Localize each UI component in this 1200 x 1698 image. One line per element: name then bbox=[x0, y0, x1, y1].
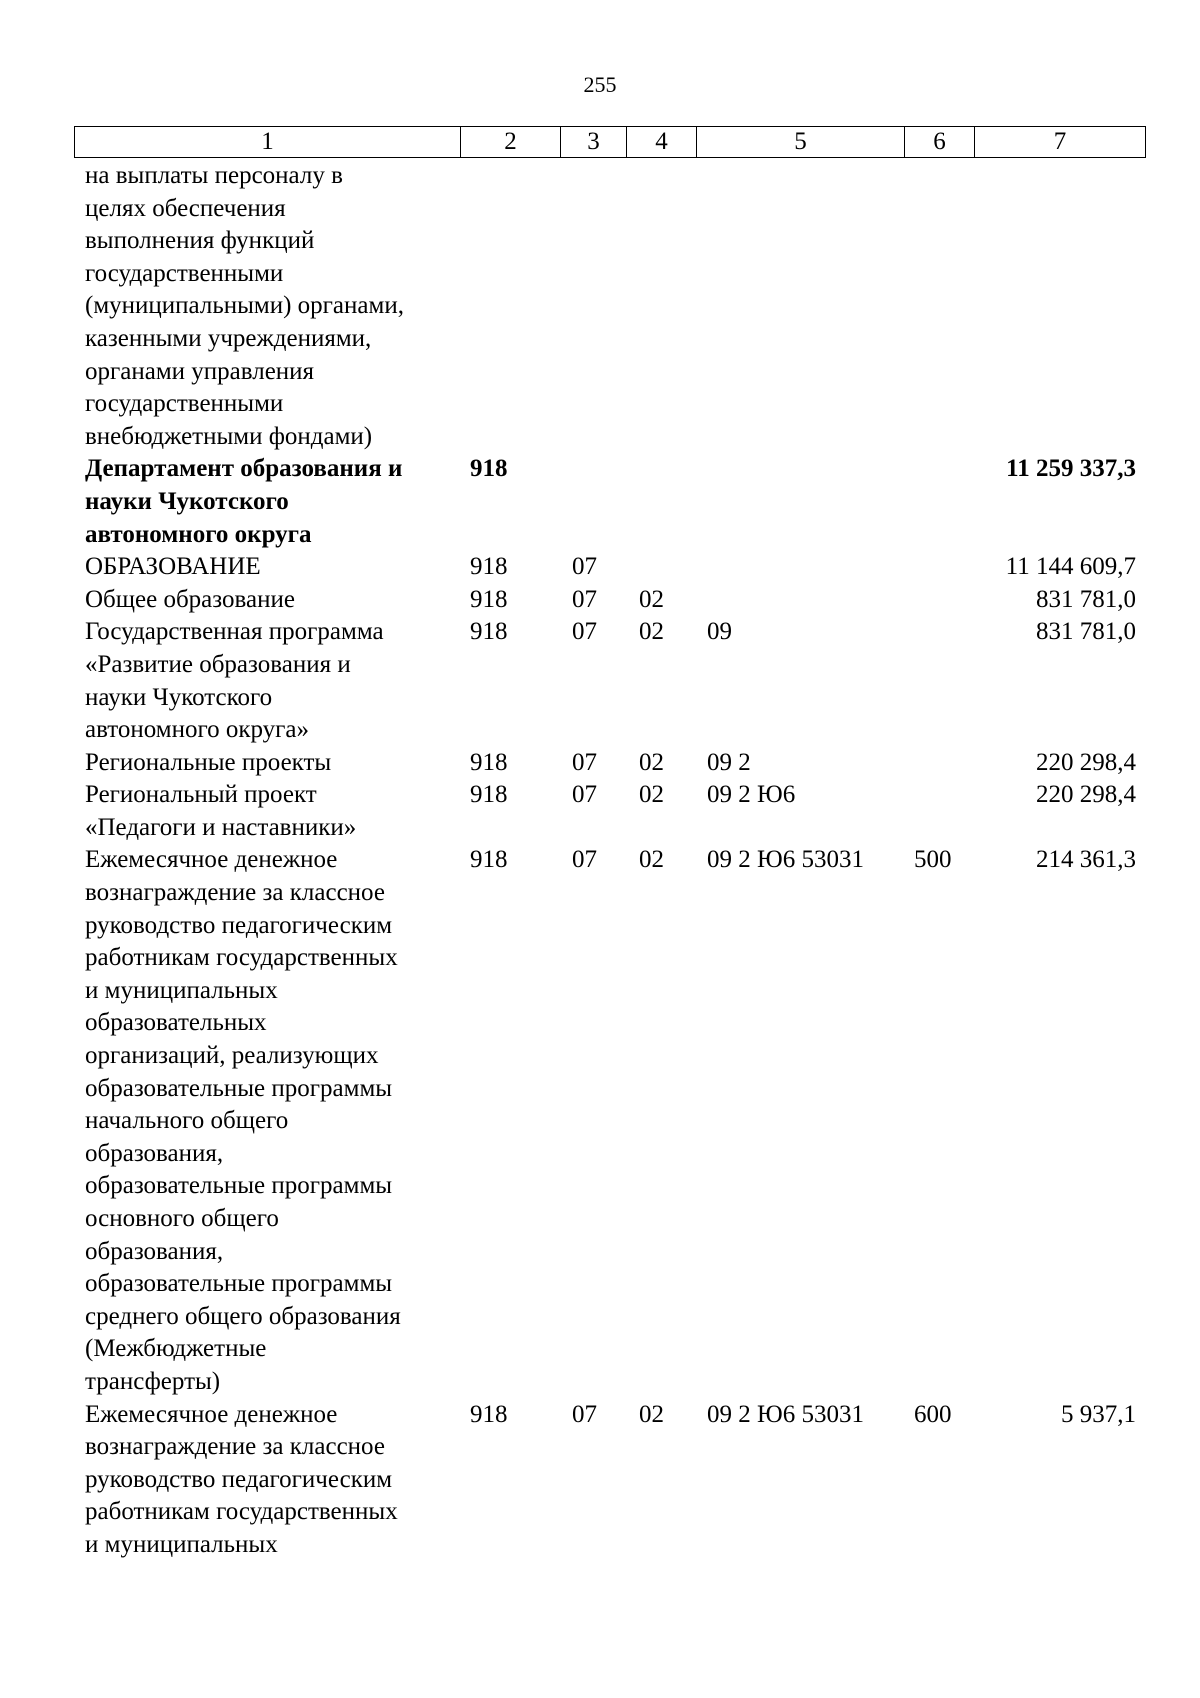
row-col-2: 918 bbox=[470, 846, 508, 874]
row-amount: 220 298,4 bbox=[1036, 748, 1136, 776]
row-col-6 bbox=[904, 779, 974, 844]
row-name: ОБРАЗОВАНИЕ bbox=[85, 553, 261, 581]
row-name: Общее образование bbox=[85, 585, 295, 613]
row-col-5 bbox=[696, 453, 904, 551]
table-row bbox=[74, 551, 1146, 584]
table-header-row bbox=[74, 126, 1146, 158]
row-col-5: 09 2 Ю6 53031 bbox=[707, 846, 864, 874]
table-row bbox=[74, 584, 1146, 617]
row-name: на выплаты персоналу в целях обеспечения выполнения функций государственными (муниципальными) органами, казенными учреждениями, органами управления государственными внебюджетными фондами) bbox=[85, 162, 404, 450]
table-row bbox=[74, 747, 1146, 780]
row-col-6: 500 bbox=[914, 846, 952, 874]
row-col-6 bbox=[904, 747, 974, 780]
header-col-2: 2 bbox=[461, 127, 561, 157]
row-col-2: 918 bbox=[470, 553, 508, 581]
row-col-5: 09 2 Ю6 53031 bbox=[707, 1400, 864, 1428]
row-col-4 bbox=[626, 551, 696, 584]
row-name: Ежемесячное денежное вознаграждение за классное руководство педагогическим работникам государственных и муниципальных образовательных организаций, реализующих образовательные программы начального общего образования, образовательные программы основного общего образования, образовательные программы среднего общего образования (Межбюджетные трансферты) bbox=[85, 846, 401, 1395]
row-col-5: 09 bbox=[707, 618, 732, 646]
row-col-5 bbox=[696, 160, 904, 453]
row-amount: 220 298,4 bbox=[1036, 781, 1136, 809]
row-name: Государственная программа «Развитие образования и науки Чукотского автономного округа» bbox=[85, 618, 384, 744]
row-col-6 bbox=[904, 616, 974, 746]
row-amount: 5 937,1 bbox=[1061, 1400, 1136, 1428]
row-col-3: 07 bbox=[572, 553, 597, 581]
row-col-5 bbox=[696, 551, 904, 584]
row-col-6: 600 bbox=[914, 1400, 952, 1428]
row-name: Региональные проекты bbox=[85, 748, 332, 776]
header-col-7: 7 bbox=[1053, 128, 1067, 155]
row-col-3: 07 bbox=[572, 1400, 597, 1428]
row-col-6 bbox=[904, 584, 974, 617]
row-col-3 bbox=[560, 160, 626, 453]
row-col-4: 02 bbox=[639, 781, 664, 809]
row-col-4: 02 bbox=[639, 1400, 664, 1428]
row-col-3: 07 bbox=[572, 585, 597, 613]
row-amount bbox=[974, 160, 1146, 453]
row-col-6 bbox=[904, 453, 974, 551]
row-col-5 bbox=[696, 584, 904, 617]
header-col-4: 4 bbox=[627, 127, 697, 157]
row-col-3: 07 bbox=[572, 846, 597, 874]
table-row bbox=[74, 779, 1146, 844]
row-col-4: 02 bbox=[639, 585, 664, 613]
row-name: Ежемесячное денежное вознаграждение за классное руководство педагогическим работникам государственных и муниципальных bbox=[85, 1400, 398, 1558]
row-col-3 bbox=[560, 453, 626, 551]
header-col-5: 5 bbox=[697, 127, 905, 157]
row-col-2: 918 bbox=[470, 455, 508, 483]
table-row bbox=[74, 160, 1146, 453]
table-row bbox=[74, 1399, 1146, 1562]
row-col-2: 918 bbox=[470, 618, 508, 646]
row-col-3: 07 bbox=[572, 781, 597, 809]
row-col-4 bbox=[626, 453, 696, 551]
row-col-4: 02 bbox=[639, 748, 664, 776]
row-col-3: 07 bbox=[572, 618, 597, 646]
row-amount: 831 781,0 bbox=[1036, 585, 1136, 613]
row-col-2: 918 bbox=[470, 748, 508, 776]
row-col-4: 02 bbox=[639, 618, 664, 646]
row-col-4: 02 bbox=[639, 846, 664, 874]
page-number: 255 bbox=[583, 72, 617, 97]
table-body bbox=[74, 160, 1146, 1562]
row-name: Департамент образования и науки Чукотского автономного округа bbox=[85, 455, 403, 548]
row-col-2: 918 bbox=[470, 1400, 508, 1428]
row-name: Региональный проект «Педагоги и наставники» bbox=[85, 781, 357, 841]
table-row bbox=[74, 844, 1146, 1398]
table-row bbox=[74, 453, 1146, 551]
row-col-2 bbox=[460, 160, 560, 453]
row-col-6 bbox=[904, 160, 974, 453]
row-amount: 214 361,3 bbox=[1036, 846, 1136, 874]
row-col-6 bbox=[904, 551, 974, 584]
table-row bbox=[74, 616, 1146, 746]
row-col-3: 07 bbox=[572, 748, 597, 776]
header-col-6: 6 bbox=[905, 127, 975, 157]
row-amount: 11 259 337,3 bbox=[1006, 455, 1136, 483]
row-col-4 bbox=[626, 160, 696, 453]
header-col-3: 3 bbox=[561, 127, 627, 157]
row-col-5: 09 2 bbox=[707, 748, 751, 776]
row-amount: 11 144 609,7 bbox=[1005, 553, 1136, 581]
row-col-2: 918 bbox=[470, 585, 508, 613]
header-col-1: 1 bbox=[75, 127, 461, 157]
row-col-5: 09 2 Ю6 bbox=[707, 781, 796, 809]
row-col-2: 918 bbox=[470, 781, 508, 809]
row-amount: 831 781,0 bbox=[1036, 618, 1136, 646]
